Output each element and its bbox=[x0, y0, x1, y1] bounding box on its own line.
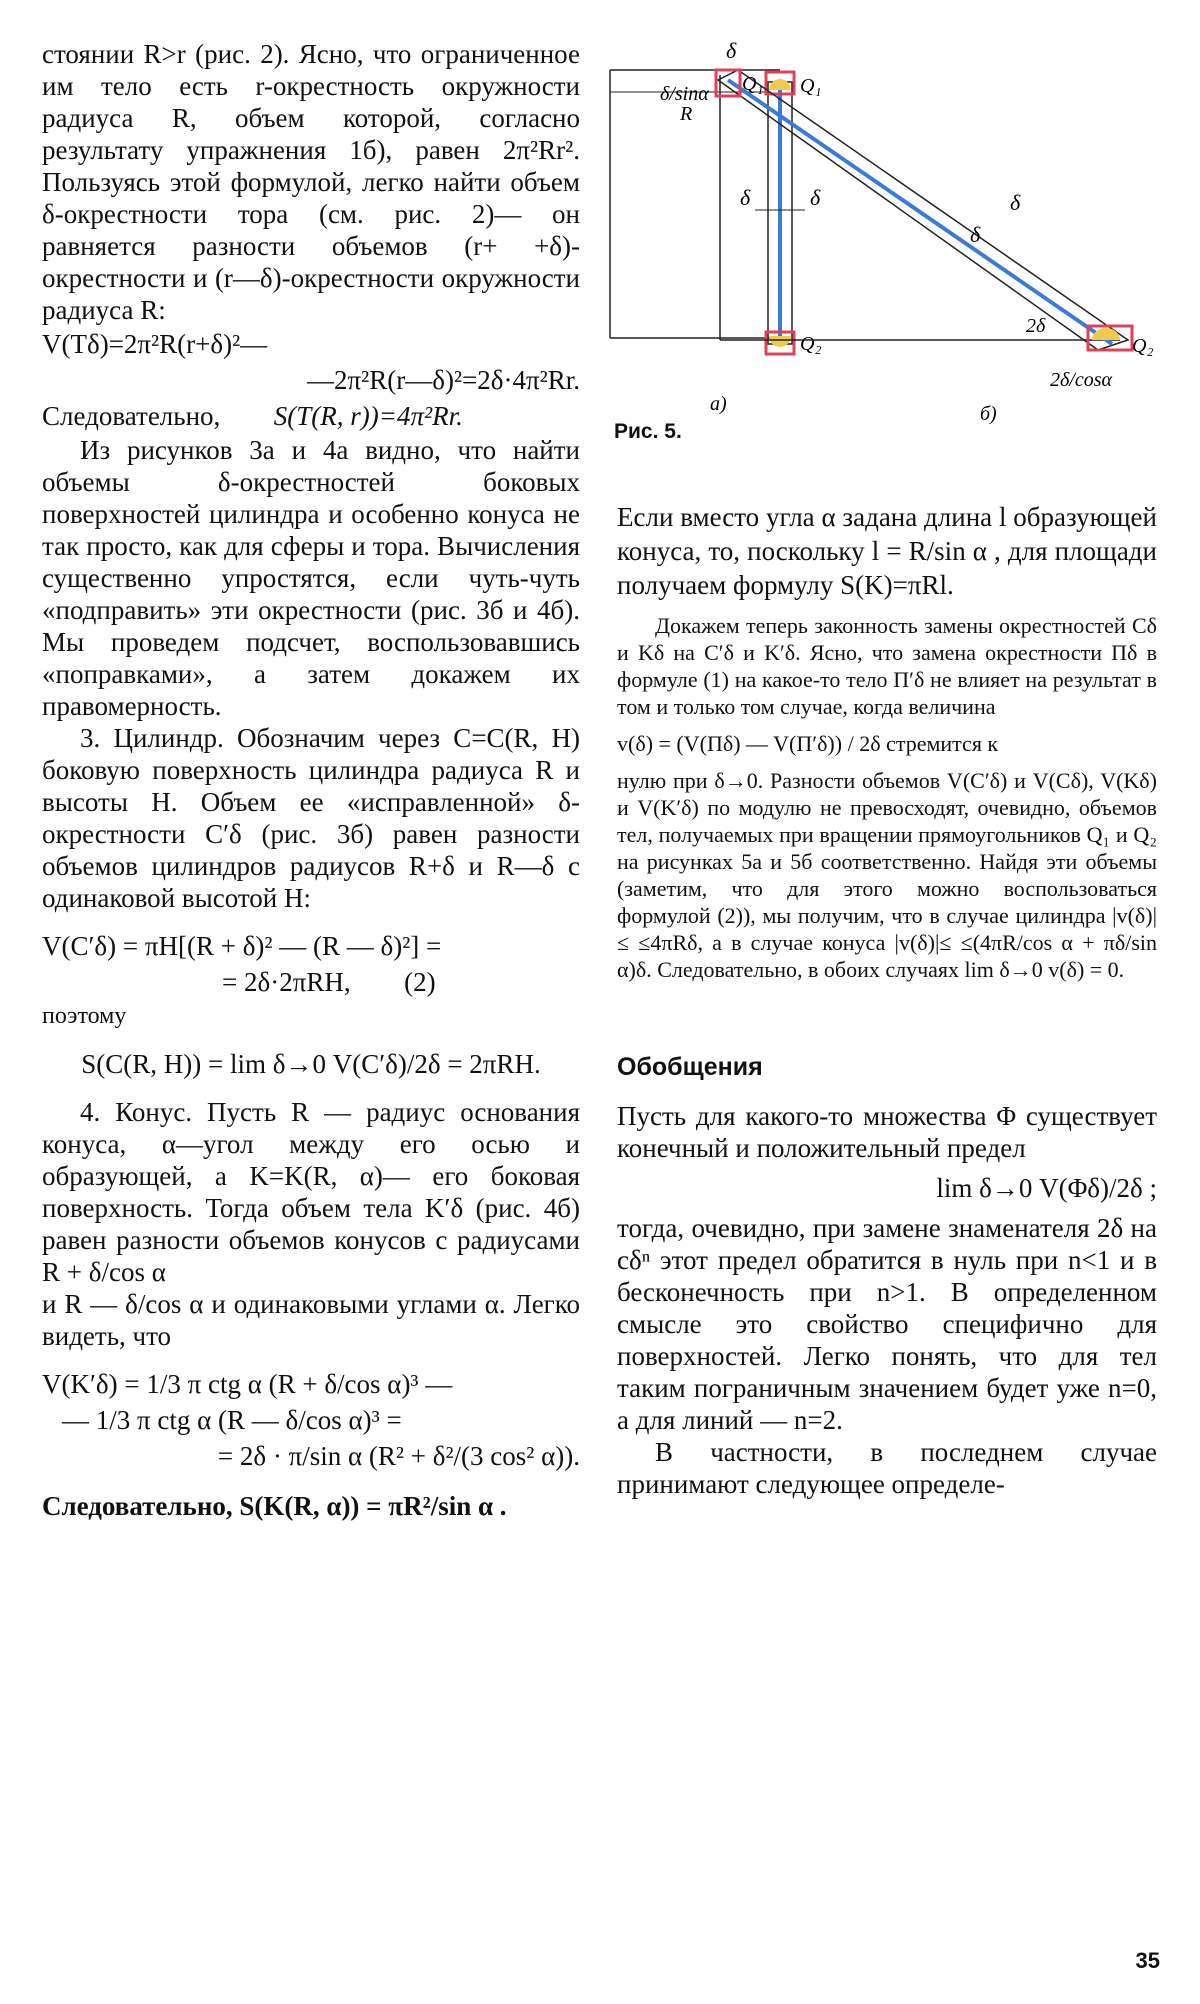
paragraph-proof-2: нулю при δ→0. Разности объемов V(C′δ) и V(Cδ), V(Kδ) и V(K′δ) по модулю не превосходят, очевидно, объемов тел, получаемых при вращении прямоугольников Q₁ и Q₂ на рисунках 5а и 5б соответственно. Найдя эти объемы (заметим, что для этого можно воспользоваться формулой (2)), мы получим, что в случае цилиндра |v(δ)|≤ ≤4πRδ, а в случае конуса |v(δ)|≤ ≤(4πR/cos α + πδ/sin α)δ. Следовательно, в обоих случаях lim δ→0 v(δ) = 0. bbox=[617, 768, 1157, 982]
equation-cone-2: — 1/3 π ctg α (R — δ/cos α)³ = bbox=[62, 1405, 402, 1435]
right-column bbox=[617, 500, 1157, 1500]
fig-b-label-Q2: Q₂ bbox=[1132, 335, 1154, 357]
paragraph-torus: стоянии R>r (рис. 2). Ясно, что ограниченное им тело есть r-окрестность окружности радиуса R, объем которой, согласно результату упражнения 1б), равен 2π²Rr². Пользуясь этой формулой, легко найти объем δ-окрестности тора (см. рис. 2)— он равняется разности объемов (r+ +δ)-окрестности и (r—δ)-окрестности окружности радиуса R: bbox=[42, 39, 580, 325]
result-formula: S(T(R, r))=4π²Rr. bbox=[273, 401, 463, 431]
figure-5-svg bbox=[600, 20, 1170, 460]
equation-cone-1: V(K′δ) = 1/3 π ctg α (R + δ/cos α)³ — bbox=[42, 1369, 453, 1399]
fig-b-label-delta-left: δ bbox=[970, 222, 981, 247]
paragraph-generalization-3: В частности, в последнем случае принимают следующее определе- bbox=[617, 1437, 1157, 1499]
equation-generalization-limit: lim δ→0 V(Φδ)/2δ ; bbox=[936, 1173, 1157, 1203]
fig-b-blue-line bbox=[728, 80, 1112, 344]
equation-torus-1: V(Tδ)=2π²R(r+δ)²— bbox=[42, 329, 268, 359]
paragraph-generalization-1: Пусть для какого-то множества Φ существует конечный и положительный предел bbox=[617, 1101, 1157, 1163]
paragraph-corrections: Из рисунков 3а и 4а видно, что найти объемы δ-окрестностей боковых поверхностей цилиндра и особенно конуса не так просто, как для сферы и тора. Вычисления существенно упростятся, если чуть-чуть «подправить» эти окрестности (рис. 3б и 4б). Мы проведем подсчет, воспользовавшись «поправками», а затем докажем их правомерность. bbox=[42, 435, 580, 721]
result-label: Следовательно, bbox=[42, 401, 221, 431]
paragraph-proof-formula: v(δ) = (V(Πδ) — V(Π′δ)) / 2δ стремится к bbox=[617, 731, 999, 756]
paragraph-proof-1: Докажем теперь законность замены окрестностей Cδ и Kδ на C′δ и K′δ. Ясно, что замена окрестности Πδ в формуле (1) на какое-то тело Π′δ не влияет на результат в том и только том случае, когда величина bbox=[617, 613, 1157, 719]
fig-b-label-delta-sin: δ/sinα bbox=[660, 83, 709, 105]
equation-cylinder-area: S(C(R, H)) = lim δ→0 V(C′δ)/2δ = 2πRH. bbox=[81, 1049, 541, 1079]
paragraph-cone: 4. Конус. Пусть R — радиус основания конуса, α—угол между его осью и образующей, а K=K(R, α)— его боковая поверхность. Тогда объем тела K′δ (рис. 4б) равен разности объемов конусов с радиусами R + δ/cos α bbox=[42, 1097, 580, 1287]
paragraph-generalization-2: тогда, очевидно, при замене знаменателя 2δ на cδⁿ этот предел обратится в нуль при n<1 и в бесконечность при n>1. В определенном смысле это свойство специфично для поверхностей. Легко понять, что для тел таким пограничным значением будет уже n=0, а для линий — n=2. bbox=[617, 1213, 1157, 1435]
fig-a-sub: а) bbox=[710, 393, 727, 415]
fig-a-label-delta-left: δ bbox=[740, 185, 751, 210]
figure-caption: Рис. 5. bbox=[614, 420, 682, 443]
fig-a-label-delta-right: δ bbox=[810, 185, 821, 210]
left-column bbox=[42, 38, 580, 1524]
fig-b-label-delta-right: δ bbox=[1010, 190, 1021, 215]
fig-a-label-Q2: Q₂ bbox=[800, 333, 822, 355]
fig-a-Q2-half-disk bbox=[769, 336, 791, 347]
paragraph-cylinder: 3. Цилиндр. Обозначим через C=C(R, H) боковую поверхность цилиндра радиуса R и высоты H. Объем ее «исправленной» δ-окрестности C′δ (рис. 3б) равен разности объемов цилиндров радиусов R+δ и R—δ с одинаковой высотой H: bbox=[42, 723, 580, 913]
fig-b-sub: б) bbox=[980, 403, 997, 425]
equation-cone-3: = 2δ · π/sin α (R² + δ²/(3 cos² α)). bbox=[217, 1441, 580, 1471]
figure-5 bbox=[600, 20, 1170, 460]
equation-torus-result bbox=[42, 398, 580, 434]
equation-cone-area: Следовательно, S(K(R, α)) = πR²/sin α . bbox=[42, 1491, 507, 1521]
fig-a-Q1-half-disk bbox=[769, 79, 791, 90]
paragraph-cone-2: и R — δ/cos α и одинаковыми углами α. Легко видеть, что bbox=[42, 1289, 580, 1351]
equation-torus-2: —2π²R(r—δ)²=2δ·4π²Rr. bbox=[307, 365, 580, 395]
fig-b-Q2-half-disk bbox=[1092, 328, 1120, 340]
fig-b-label-Q1: Q₁ bbox=[742, 73, 764, 95]
equation-cylinder-2 bbox=[42, 964, 580, 1000]
paragraph-generatrix: Если вместо угла α задана длина l образующей конуса, то, поскольку l = R/sin α , для площади получаем формулу S(K)=πRl. bbox=[617, 502, 1157, 600]
fig-b-label-delta-top: δ bbox=[726, 38, 737, 63]
fig-a-label-Q1: Q₁ bbox=[800, 75, 822, 97]
section-heading: Обобщения bbox=[617, 1053, 763, 1081]
equation-cylinder-1: V(C′δ) = πH[(R + δ)² — (R — δ)²] = bbox=[42, 931, 442, 961]
text-therefore: поэтому bbox=[42, 1003, 127, 1029]
fig-b-label-2delta: 2δ bbox=[1026, 315, 1046, 337]
fig-b-label-2delta-cos: 2δ/cosα bbox=[1050, 369, 1113, 391]
fig-a-label-R: R bbox=[680, 103, 693, 125]
equation-cylinder-2-body: = 2δ·2πRH, bbox=[222, 967, 351, 997]
page-number: 35 bbox=[1135, 1948, 1160, 1973]
equation-tag: (2) bbox=[404, 967, 436, 997]
